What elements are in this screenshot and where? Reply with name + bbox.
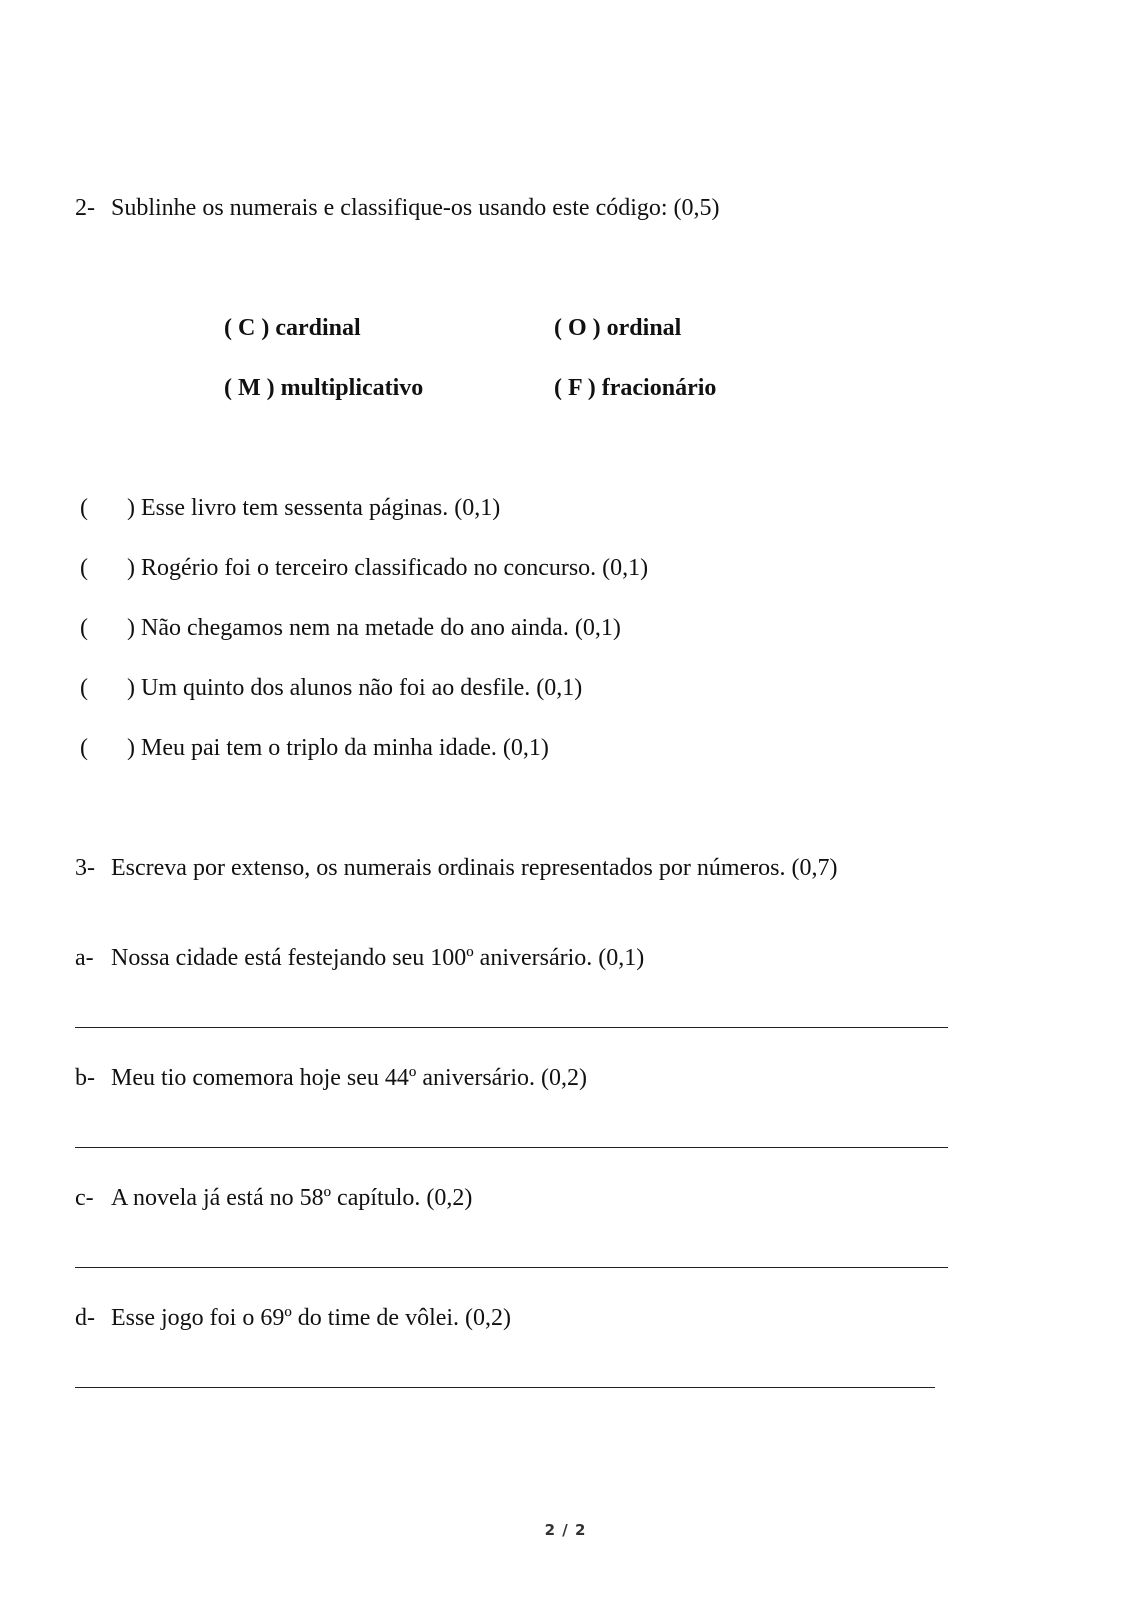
q2-item-text: ) Não chegamos nem na metade do ano ainda. (0,1): [127, 615, 621, 641]
answer-line-d[interactable]: [75, 1387, 935, 1388]
q3-item-text: Meu tio comemora hoje seu 44º aniversário. (0,2): [111, 1065, 587, 1091]
q2-item-text: ) Esse livro tem sessenta páginas. (0,1): [127, 495, 501, 521]
answer-blank[interactable]: (: [80, 675, 88, 701]
question-3-heading: [75, 856, 837, 880]
answer-line-b[interactable]: [75, 1147, 948, 1148]
answer-blank[interactable]: (: [80, 555, 88, 581]
answer-blank[interactable]: (: [80, 735, 88, 761]
q3-item-letter: b-: [75, 1065, 95, 1091]
answer-line-c[interactable]: [75, 1267, 948, 1268]
question-3-number: 3-: [75, 855, 95, 881]
q3-item-b: [75, 1066, 587, 1090]
question-2-text: Sublinhe os numerais e classifique-os usando este código: (0,5): [111, 195, 720, 221]
q3-item-letter: a-: [75, 945, 94, 971]
code-fracionario: ( F ) fracionário: [554, 375, 717, 401]
q2-item-text: ) Rogério foi o terceiro classificado no concurso. (0,1): [127, 555, 649, 581]
q3-item-letter: d-: [75, 1305, 95, 1331]
q3-item-text: Esse jogo foi o 69º do time de vôlei. (0,2): [111, 1305, 512, 1331]
q3-item-text: A novela já está no 58º capítulo. (0,2): [111, 1185, 473, 1211]
question-2-number: 2-: [75, 195, 95, 221]
question-2-heading: [75, 196, 720, 220]
page-indicator: 2 / 2: [544, 1521, 587, 1539]
answer-blank[interactable]: (: [80, 615, 88, 641]
question-3-text: Escreva por extenso, os numerais ordinais representados por números. (0,7): [111, 855, 838, 881]
answer-line-a[interactable]: [75, 1027, 948, 1028]
code-cardinal: ( C ) cardinal: [224, 315, 361, 341]
q3-item-letter: c-: [75, 1185, 94, 1211]
q3-item-text: Nossa cidade está festejando seu 100º aniversário. (0,1): [111, 945, 645, 971]
q2-item-text: ) Meu pai tem o triplo da minha idade. (0,1): [127, 735, 549, 761]
code-ordinal: ( O ) ordinal: [554, 315, 682, 341]
answer-blank[interactable]: (: [80, 495, 88, 521]
q3-item-c: [75, 1186, 472, 1210]
q3-item-a: [75, 946, 644, 970]
code-multiplicativo: ( M ) multiplicativo: [224, 375, 424, 401]
q2-item-text: ) Um quinto dos alunos não foi ao desfile. (0,1): [127, 675, 583, 701]
q3-item-d: [75, 1306, 511, 1330]
